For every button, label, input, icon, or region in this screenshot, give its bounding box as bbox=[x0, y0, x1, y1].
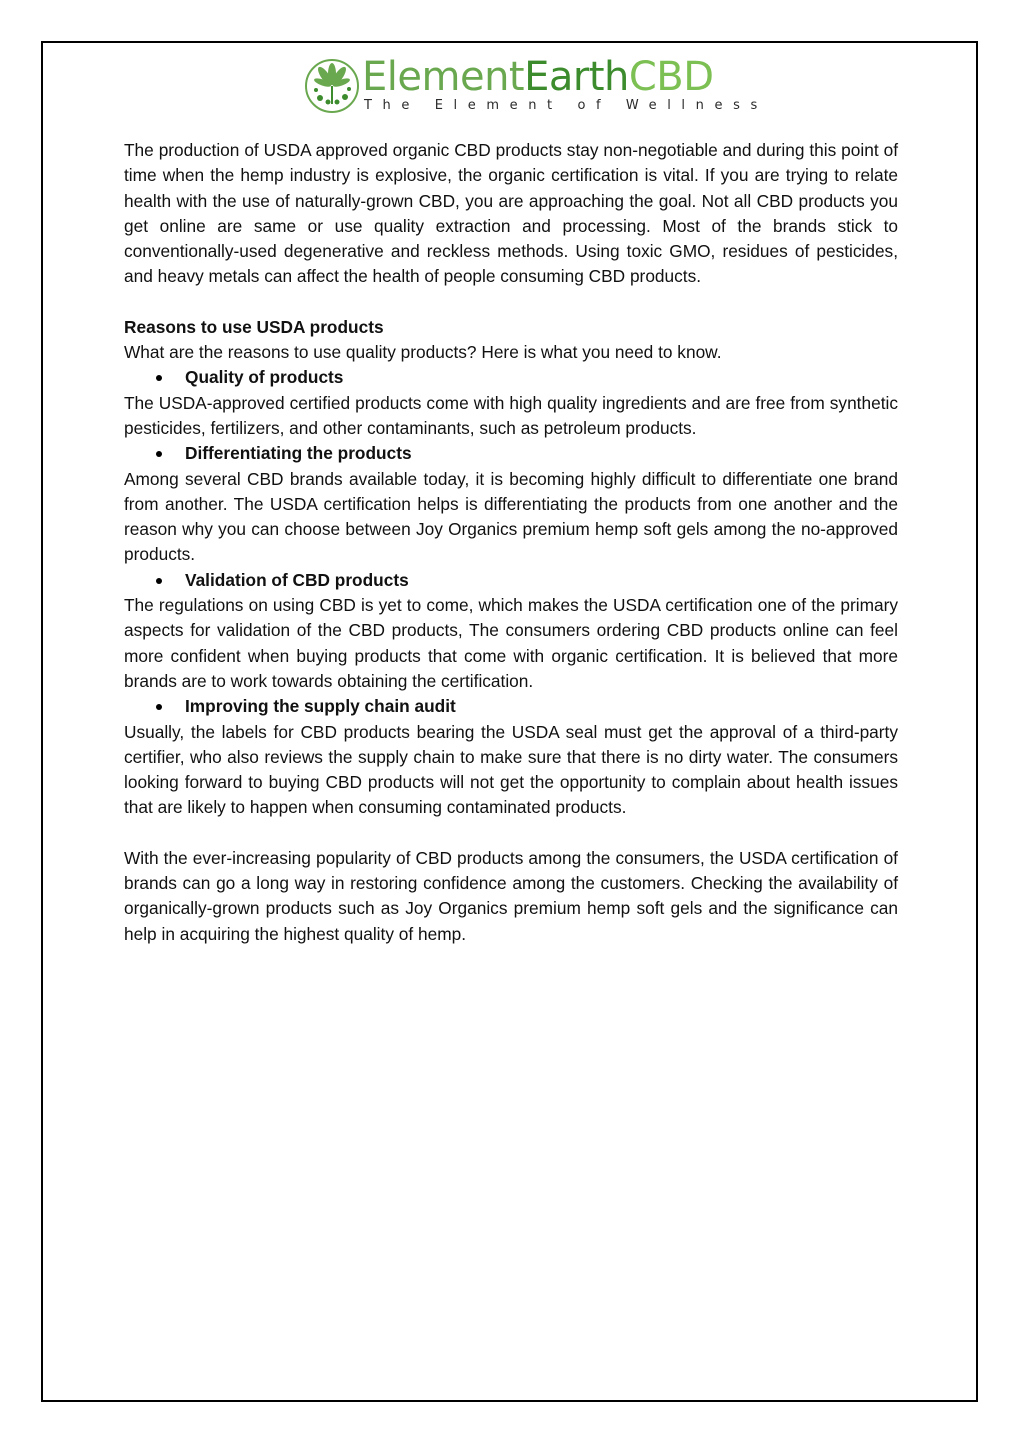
brand-tagline: The Element of Wellness bbox=[364, 98, 768, 113]
document-body bbox=[124, 138, 898, 947]
section-title-supply-chain: Improving the supply chain audit bbox=[124, 694, 898, 719]
section-body-validation: The regulations on using CBD is yet to come, which makes the USDA certification one of the primary aspects for validation of the CBD products, The consumers ordering CBD products online can feel more confident when buying products that come with organic certification. It is believed that more brands are to work towards obtaining the certification. bbox=[124, 595, 898, 691]
section-title-differentiating: Differentiating the products bbox=[124, 441, 898, 466]
wordmark-cbd: CBD bbox=[628, 54, 714, 100]
brand-wordmark bbox=[362, 54, 714, 100]
hemp-leaf-circle-icon bbox=[304, 58, 360, 114]
paragraph-gap bbox=[124, 821, 898, 846]
conclusion-paragraph: With the ever-increasing popularity of CBD products among the consumers, the USDA certification of brands can go a long way in restoring confidence among the customers. Checking the availability of organically-grown products such as Joy Organics premium hemp soft gels and the significance can help in acquiring the highest quality of hemp. bbox=[124, 847, 898, 944]
wordmark-earth: Earth bbox=[524, 54, 629, 100]
paragraph-gap bbox=[124, 290, 898, 315]
intro-paragraph: The production of USDA approved organic CBD products stay non-negotiable and during this point of time when the hemp industry is explosive, the organic certification is vital. If you are trying to relate health with the use of naturally-grown CBD, you are approaching the goal. Not all CBD products you get online are same or use quality extraction and processing. Most of the brands stick to conventionally-used degenerative and reckless methods. Using toxic GMO, residues of pesticides, and heavy metals can affect the health of people consuming CBD products. bbox=[124, 140, 898, 287]
reasons-heading: Reasons to use USDA products bbox=[124, 316, 384, 337]
reasons-lead: What are the reasons to use quality products? Here is what you need to know. bbox=[124, 342, 722, 363]
section-body-differentiating: Among several CBD brands available today, it is becoming highly difficult to differentiate one brand from another. The USDA certification helps is differentiating the products from one another and the reason why you can choose between Joy Organics premium hemp soft gels among the no-approved products. bbox=[124, 468, 898, 565]
section-body-supply-chain: Usually, the labels for CBD products bearing the USDA seal must get the approval of a third-party certifier, who also reviews the supply chain to make sure that there is no dirty water. The consumers looking forward to buying CBD products will not get the opportunity to complain about health issues that are likely to happen when consuming contaminated products. bbox=[124, 721, 898, 818]
section-title-validation: Validation of CBD products bbox=[124, 568, 898, 593]
brand-logo bbox=[300, 54, 768, 118]
section-title-quality: Quality of products bbox=[124, 365, 898, 390]
wordmark-element: Element bbox=[362, 54, 525, 100]
section-body-quality: The USDA-approved certified products come with high quality ingredients and are free from synthetic pesticides, fertilizers, and other contaminants, such as petroleum products. bbox=[124, 392, 898, 438]
